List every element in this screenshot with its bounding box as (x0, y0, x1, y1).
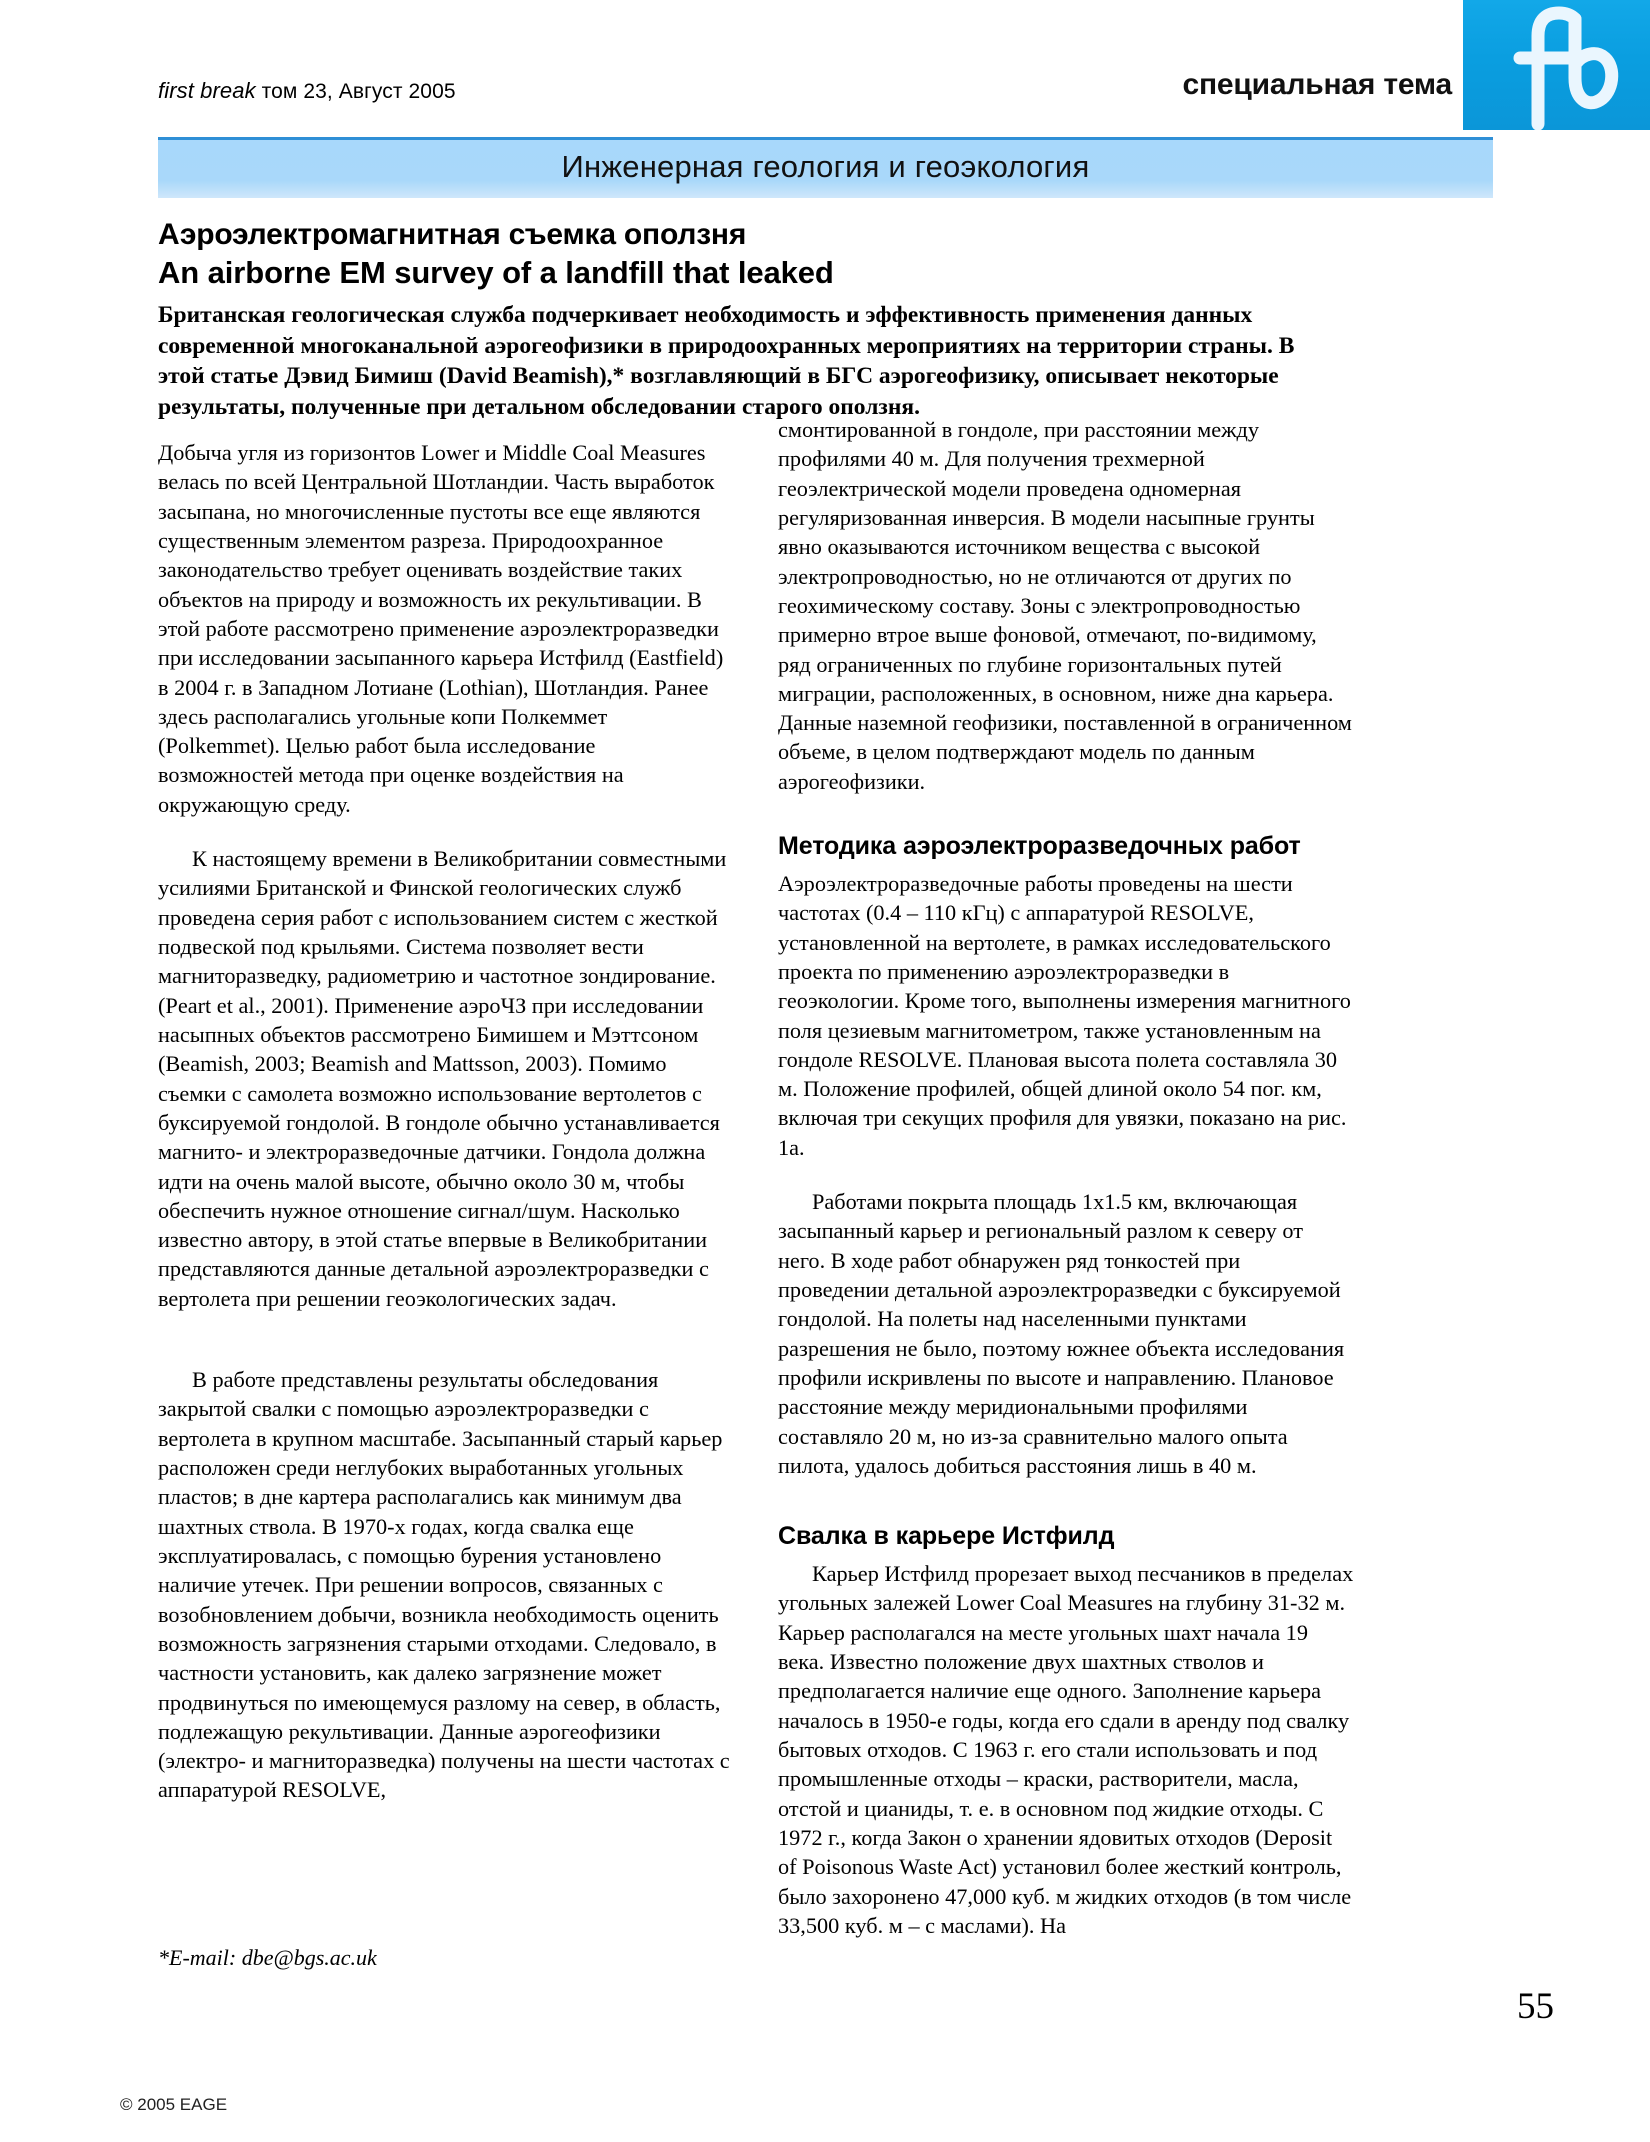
body-column-right (778, 415, 1354, 1940)
issue-date: том 23, Август 2005 (261, 80, 456, 103)
masthead-issue-line (158, 78, 456, 104)
section-heading-eastfield: Свалка в карьере Истфилд (778, 1522, 1115, 1551)
paragraph: В работе представлены результаты обследования закрытой свалки с помощью аэроэлектроразведки с вертолета в крупном масштабе. Засыпанный старый карьер расположен среди неглубоких выработанных угольных пластов; в дне картера располагались как минимум два шахтных ствола. В 1970-х годах, когда свалка еще эксплуатировалась, с помощью бурения установлено наличие утечек. При решении вопросов, связанных с возобновлением добычи, возникла необходимость оценить возможность загрязнения старыми отходами. Следовало, в частности установить, как далеко загрязнение может продвинуться по имеющемуся разлому на север, в область, подлежащую рекультивации. Данные аэрогеофизики (электро- и магниторазведка) получены на шести частотах с аппаратурой RESOLVE, (158, 1367, 730, 1803)
paragraph: К настоящему времени в Великобритании совместными усилиями Британской и Финской геологических служб проведена серия работ с использованием систем с жесткой подвеской под крыльями. Система позволяет вести магниторазведку, радиометрию и частотное зондирование. (Peart et al., 2001). Применение аэроЧЗ при исследовании насыпных объектов рассмотрено Бимишем и Мэттсоном (Beamish, 2003; Beamish and Mattsson, 2003). Помимо съемки с самолета возможно использование вертолетов с буксируемой гондолой. В гондоле обычно устанавливается магнито- и электроразведочные датчики. Гондола должна идти на очень малой высоте, обычно около 30 м, чтобы обеспечить нужное отношение сигнал/шум. Насколько известно автору, в этой статье впервые в Великобритании представляются данные детальной аэроэлектроразведки с вертолета при решении геоэкологических задач. (158, 846, 727, 1311)
section-banner (158, 137, 1493, 198)
section-heading-methodology: Методика аэроэлектроразведочных работ (778, 832, 1301, 861)
paragraph: Аэроэлектроразведочные работы проведены на шести частотах (0.4 – 110 кГц) с аппаратурой RESOLVE, установленной на вертолете, в рамках исследовательского проекта по применению аэроэлектроразведки в геоэкологии. Кроме того, выполнены измерения магнитного поля цезиевым магнитометром, также установленным на гондоле RESOLVE. Плановая высота полета составляла 30 м. Положение профилей, общей длиной около 54 пог. км, включая три секущих профиля для увязки, показано на рис. 1а. (778, 870, 1351, 1160)
paragraph: смонтированной в гондоле, при расстоянии между профилями 40 м. Для получения трехмерной геоэлектрической модели проведена одномерная регуляризованная инверсия. В модели насыпные грунты явно оказываются источником вещества с высокой электропроводностью, но не отличаются от других по геохимическому составу. Зоны с электропроводностью примерно втрое выше фоновой, отмечают, по-видимому, ряд ограниченных по глубине горизонтальных путей миграции, расположенных, в основном, ниже дна карьера. Данные наземной геофизики, поставленной в ограниченном объеме, в целом подтверждают модель по данным аэрогеофизики. (778, 417, 1352, 794)
journal-name: first break (158, 78, 256, 103)
paragraph: Работами покрыта площадь 1х1.5 км, включающая засыпанный карьер и региональный разлом к северу от него. В ходе работ обнаружен ряд тонкостей при проведении детальной аэроэлектроразведки с буксируемой гондолой. На полеты над населенными пунктами разрешения не было, поэтому южнее объекта исследования профили искривлены по высоте и направлению. Плановое расстояние между меридиональными профилями составляло 20 м, но из-за сравнительно малого опыта пилота, удалось добиться расстояния лишь в 40 м. (778, 1189, 1345, 1478)
article-title-en: An airborne EM survey of a landfill that leaked (158, 254, 834, 290)
paragraph: Карьер Истфилд прорезает выход песчаников в пределах угольных залежей Lower Coal Measures на глубину 31-32 м. Карьер располагался на месте угольных шахт начала 19 века. Известно положение двух шахтных стволов и предполагается наличие еще одного. Заполнение карьера началось в 1950-е годы, когда его сдали в аренду под свалку бытовых отходов. С 1963 г. его стали использовать и под промышленные отходы – краски, растворители, масла, отстой и цианиды, т. е. в основном под жидкие отходы. С 1972 г., когда Закон о хранении ядовитых отходов (Deposit of Poisonous Waste Act) установил более жесткий контроль, было захоронено 47,000 куб. м жидких отходов (в том числе 33,500 куб. м – с маслами). На (778, 1561, 1354, 1938)
fb-logo-icon (1463, 0, 1650, 130)
copyright-notice: © 2005 EAGE (120, 2095, 228, 2114)
fb-logo (1463, 0, 1650, 130)
paragraph: Добыча угля из горизонтов Lower и Middle Coal Measures велась по всей Центральной Шотландии. Часть выработок засыпана, но многочисленные пустоты все еще являются существенным элементом разреза. Природоохранное законодательство требует оценивать воздействие таких объектов на природу и возможность их рекультивации. В этой работе рассмотрено применение аэроэлектроразведки при исследовании засыпанного карьера Истфилд (Eastfield) в 2004 г. в Западном Лотиане (Lothian), Шотландия. Ранее здесь располагались угольные копи Полкеммет (Polkemmet). Целью работ была исследование возможностей метода при оценке воздействия на окружающую среду. (158, 440, 724, 817)
page-number: 55 (1517, 1986, 1554, 2027)
article-title-block (158, 218, 1338, 422)
masthead (0, 0, 1650, 138)
banner-title: Инженерная геология и геоэкология (561, 149, 1090, 184)
article-standfirst: Британская геологическая служба подчеркивает необходимость и эффективность применения данных современной многоканальной аэрогеофизики в природоохранных мероприятиях на территории страны. В этой статье Дэвид Бимиш (David Beamish),* возглавляющий в БГС аэрогеофизику, описывает некоторые результаты, полученные при детальном обследовании старого оползня. (158, 302, 1295, 420)
email-footnote: *E-mail: dbe@bgs.ac.uk (158, 1945, 377, 1970)
body-column-left (158, 438, 734, 1805)
article-title-ru: Аэроэлектромагнитная съемка оползня (158, 218, 747, 251)
special-theme-label: специальная тема (1182, 68, 1452, 101)
